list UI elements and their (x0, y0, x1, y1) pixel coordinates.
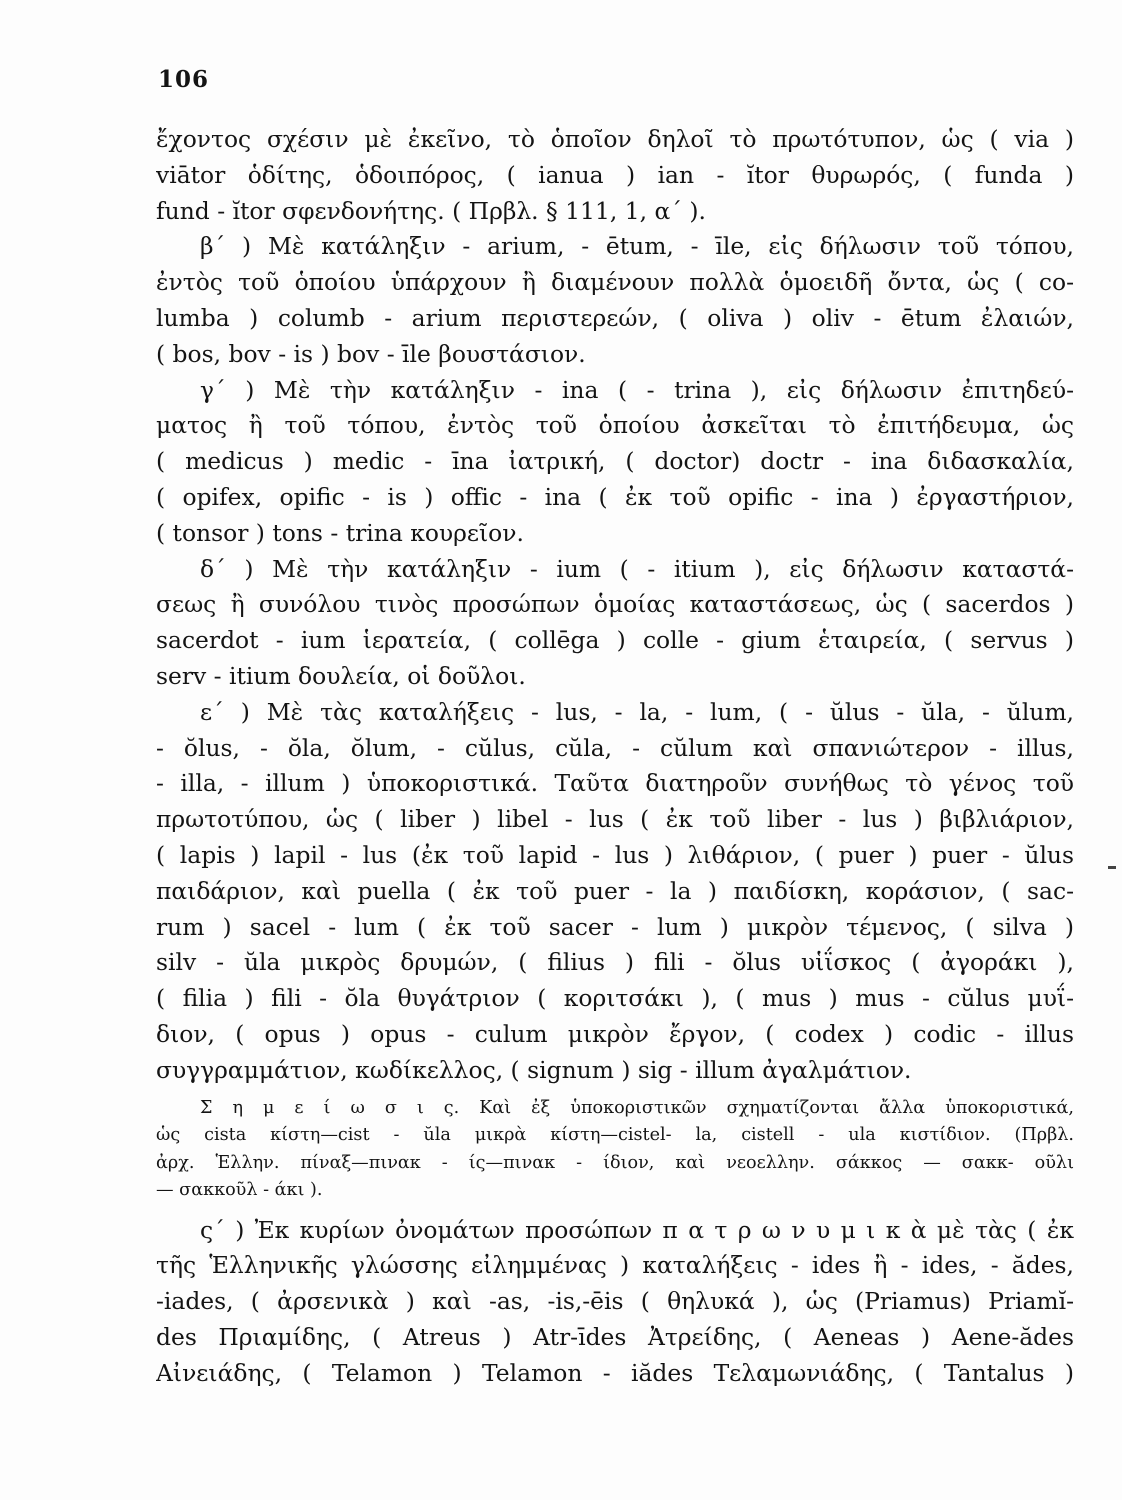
text-line: ( medicus ) medic - īna ἰατρική, ( doctor) doctr - ina διδασκαλία, (156, 447, 1074, 476)
text-line: ( lapis ) lapil - lus (ἐκ τοῦ lapid - lus ) λιθάριον, ( puer ) puer - ŭlus (156, 840, 1074, 869)
text-line: ( filia ) fili - ŏla θυγάτριον ( κοριτσάκι ), ( mus ) mus - cŭlus μυΐ- (156, 984, 1074, 1013)
text-line: σεως ἢ συνόλου τινὸς προσώπων ὁμοίας καταστάσεως, ὡς ( sacerdos ) (156, 590, 1074, 619)
paragraph-gamma (156, 373, 1074, 552)
text-line: fund - ĭtor σφενδονήτης. ( Πρβλ. § 111, 1, α΄ ). (156, 196, 706, 225)
note-line: ὡς cista κίστη—cist - ŭla μικρὰ κίστη—cistel- la, cistell - ula κιστίδιον. (Πρβλ. (156, 1125, 1074, 1146)
text-line: serv - itium δουλεία, οἱ δοῦλοι. (156, 661, 526, 690)
text-line: ( opifex, opific - is ) offic - ina ( ἐκ τοῦ opific - ina ) ἐργαστήριον, (156, 482, 1074, 511)
text-line: ἐντὸς τοῦ ὁποίου ὑπάρχουν ἢ διαμένουν πολλὰ ὁμοειδῆ ὄντα, ὡς ( co- (156, 268, 1074, 297)
text-line: lumba ) columb - arium περιστερεών, ( oliva ) oliv - ētum ἐλαιών, (156, 303, 1074, 332)
text-line: δ΄ ) Μὲ τὴν κατάληξιν - ium ( - itium ), εἰς δήλωσιν καταστά- (200, 554, 1074, 583)
spacer (156, 1205, 1074, 1213)
text-line: ς΄ ) Ἐκ κυρίων ὀνομάτων προσώπων π α τ ρ ω ν υ μ ι κ ὰ μὲ τὰς ( ἐκ (200, 1215, 1074, 1244)
note-line: — σακκοῦλ - άκι ). (156, 1180, 323, 1201)
text-line: β΄ ) Μὲ κατάληξιν - arium, - ētum, - īle, εἰς δήλωσιν τοῦ τόπου, (200, 232, 1074, 261)
note-line: Σ η μ ε ί ω σ ι ς. Καὶ ἐξ ὑποκοριστικῶν σχηματίζονται ἄλλα ὑποκοριστικά, (200, 1097, 1074, 1118)
text-line: silv - ŭla μικρὸς δρυμών, ( filius ) fili - ŏlus υἱΐσκος ( ἀγοράκι ), (156, 948, 1074, 977)
text-line: ματος ἢ τοῦ τόπου, ἐντὸς τοῦ ὁποίου ἀσκεῖται τὸ ἐπιτήδευμα, ὡς (156, 411, 1074, 440)
text-line: συγγραμμάτιον, κωδίκελλος, ( signum ) sig - illum ἀγαλμάτιον. (156, 1055, 912, 1084)
text-line: τῆς Ἑλληνικῆς γλώσσης εἰλημμένας ) καταλήξεις - ides ἢ - ides, - ădes, (156, 1251, 1074, 1280)
paragraph-epsilon (156, 695, 1074, 1089)
text-line: ἔχοντος σχέσιν μὲ ἐκεῖνο, τὸ ὁποῖον δηλοῖ τὸ πρωτότυπον, ὡς ( via ) (156, 125, 1074, 153)
text-line: ( bos, bov - is ) bov - īle βουστάσιον. (156, 339, 586, 368)
text-line: rum ) sacel - lum ( ἐκ τοῦ sacer - lum ) μικρὸν τέμενος, ( silva ) (156, 912, 1074, 941)
paragraph-continuation (156, 122, 1074, 229)
note-line: ἀρχ. Ἑλλην. πίναξ—πινακ - ίς—πινακ - ίδιον, καὶ νεοελλην. σάκκος — σακκ- οῦλι (156, 1152, 1074, 1173)
edge-mark (1108, 866, 1116, 869)
paragraph-stigma (156, 1213, 1074, 1392)
text-line: διον, ( opus ) opus - culum μικρὸν ἔργον, ( codex ) codic - illus (156, 1019, 1074, 1048)
text-line: viātor ὁδίτης, ὁδοιπόρος, ( ianua ) ian - ĭtor θυρωρός, ( funda ) (156, 160, 1074, 189)
text-line: παιδάριον, καὶ puella ( ἐκ τοῦ puer - la ) παιδίσκη, κοράσιον, ( sac- (156, 876, 1074, 905)
text-line: -iades, ( ἀρσενικὰ ) καὶ -as, -is,-ēis ( θηλυκά ), ὡς (Priamus) Priamĭ- (156, 1287, 1074, 1316)
text-line: ε΄ ) Μὲ τὰς καταλήξεις - lus, - la, - lum, ( - ŭlus - ŭla, - ŭlum, (200, 697, 1074, 726)
text-line: - illa, - illum ) ὑποκοριστικά. Ταῦτα διατηροῦν συνήθως τὸ γένος τοῦ (156, 769, 1074, 798)
text-line: - ŏlus, - ŏla, ŏlum, - cŭlus, cŭla, - cŭlum καὶ σπανιώτερον - illus, (156, 733, 1074, 762)
text-line: ( tonsor ) tons - trina κουρεῖον. (156, 518, 524, 547)
text-line: sacerdot - ium ἱερατεία, ( collēga ) colle - gium ἑταιρεία, ( servus ) (156, 626, 1074, 655)
text-line: des Πριαμίδης, ( Atreus ) Atr-īdes Ἀτρείδης, ( Aeneas ) Aene-ădes (156, 1322, 1074, 1351)
paragraph-delta (156, 552, 1074, 695)
page-number: 106 (158, 66, 210, 93)
text-line: πρωτοτύπου, ὡς ( liber ) libel - lus ( ἐκ τοῦ liber - lus ) βιβλιάριον, (156, 805, 1074, 834)
text-line: Αἰνειάδης, ( Telamon ) Telamon - iădes Τελαμωνιάδης, ( Tantalus ) (156, 1358, 1074, 1387)
text-line: γ΄ ) Μὲ τὴν κατάληξιν - ina ( - trina ), εἰς δήλωσιν ἐπιτηδεύ- (200, 375, 1074, 404)
body-text (156, 122, 1074, 1392)
paragraph-beta (156, 229, 1074, 372)
note-block (156, 1095, 1074, 1205)
